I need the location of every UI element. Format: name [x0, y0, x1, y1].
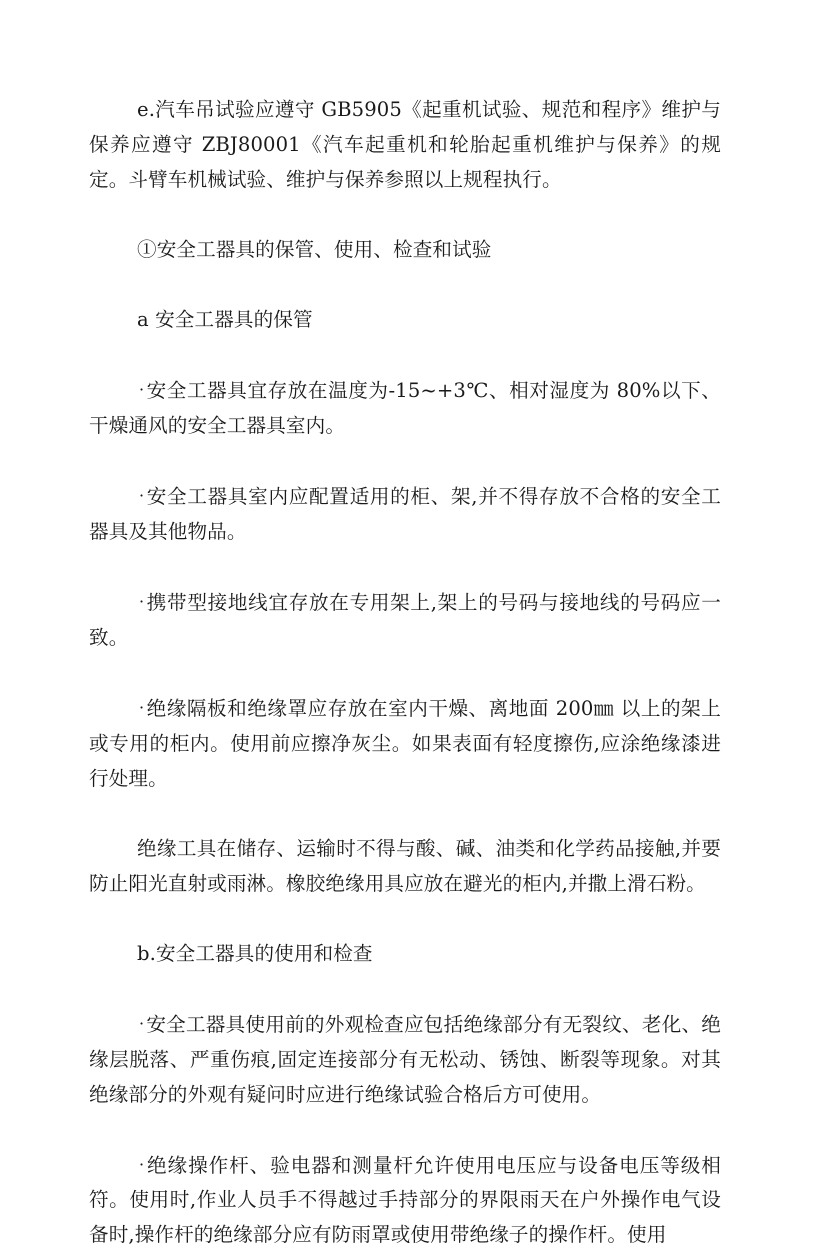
- paragraph-spacer: [89, 549, 721, 584]
- bullet-pre-use-visual-inspection: [89, 1006, 721, 1112]
- paragraph-spacer: [89, 901, 721, 936]
- bullet-storage-temperature: [89, 372, 721, 443]
- bullet-storage-temperature-text: 安全工器具宜存放在温度为-15~+3℃、相对湿度为 80%以下、干燥通风的安全工器具室内。: [89, 378, 721, 437]
- paragraph-spacer: [89, 655, 721, 690]
- bullet-pre-use-visual-inspection-text: 安全工器具使用前的外观检查应包括绝缘部分有无裂纹、老化、绝缘层脱落、严重伤痕,固定连接部分有无松动、锈蚀、断裂等现象。对其绝缘部分的外观有疑问时应进行绝缘试验合格后方可使用。: [89, 1012, 721, 1106]
- paragraph-spacer: [89, 1112, 721, 1147]
- paragraph-insulating-tool-storage: 绝缘工具在储存、运输时不得与酸、碱、油类和化学药品接触,并要防止阳光直射或雨淋。橡胶绝缘用具应放在避光的柜内,并撒上滑石粉。: [89, 836, 721, 895]
- paragraph-spacer: [89, 337, 721, 372]
- bullet-dot-icon: ·: [139, 697, 145, 717]
- document-body: [89, 92, 721, 1252]
- paragraph-spacer: [89, 796, 721, 831]
- bullet-cabinet-and-rack: [89, 478, 721, 549]
- paragraph-spacer: [89, 267, 721, 302]
- bullet-insulating-operating-rod: [89, 1147, 721, 1252]
- bullet-dot-icon: ·: [139, 1013, 145, 1033]
- bullet-portable-ground-wire-text: 携带型接地线宜存放在专用架上,架上的号码与接地线的号码应一致。: [89, 590, 721, 649]
- bullet-portable-ground-wire: [89, 584, 721, 655]
- bullet-dot-icon: ·: [139, 591, 145, 611]
- heading-safety-tool-management: ①安全工器具的保管、使用、检查和试验: [137, 238, 492, 261]
- bullet-dot-icon: ·: [139, 485, 145, 505]
- bullet-insulating-board-and-cover: [89, 690, 721, 796]
- bullet-dot-icon: ·: [139, 1154, 145, 1174]
- bullet-cabinet-and-rack-text: 安全工器具室内应配置适用的柜、架,并不得存放不合格的安全工器具及其他物品。: [89, 484, 721, 543]
- bullet-dot-icon: ·: [139, 380, 145, 399]
- bullet-insulating-operating-rod-text: 绝缘操作杆、验电器和测量杆允许使用电压应与设备电压等级相符。使用时,作业人员手不得越过手持部分的界限雨天在户外操作电气设备时,操作杆的绝缘部分应有防雨罩或使用带绝缘子的操作杆。使用: [89, 1153, 721, 1247]
- heading-item-b-use-and-inspection: b.安全工器具的使用和检查: [137, 941, 373, 965]
- paragraph-crane-test: e.汽车吊试验应遵守 GB5905《起重机试验、规范和程序》维护与保养应遵守 ZBJ80001《汽车起重机和轮胎起重机维护与保养》的规定。斗臂车机械试验、维护与保养参照以上规程执行。: [89, 98, 721, 191]
- bullet-insulating-board-and-cover-text: 绝缘隔板和绝缘罩应存放在室内干燥、离地面 200㎜ 以上的架上或专用的柜内。使用前应擦净灰尘。如果表面有轻度擦伤,应涂绝缘漆进行处理。: [89, 696, 721, 790]
- heading-item-a-storage: a 安全工器具的保管: [137, 308, 313, 331]
- paragraph-spacer: [89, 971, 721, 1006]
- paragraph-spacer: [89, 197, 721, 232]
- paragraph-spacer: [89, 443, 721, 478]
